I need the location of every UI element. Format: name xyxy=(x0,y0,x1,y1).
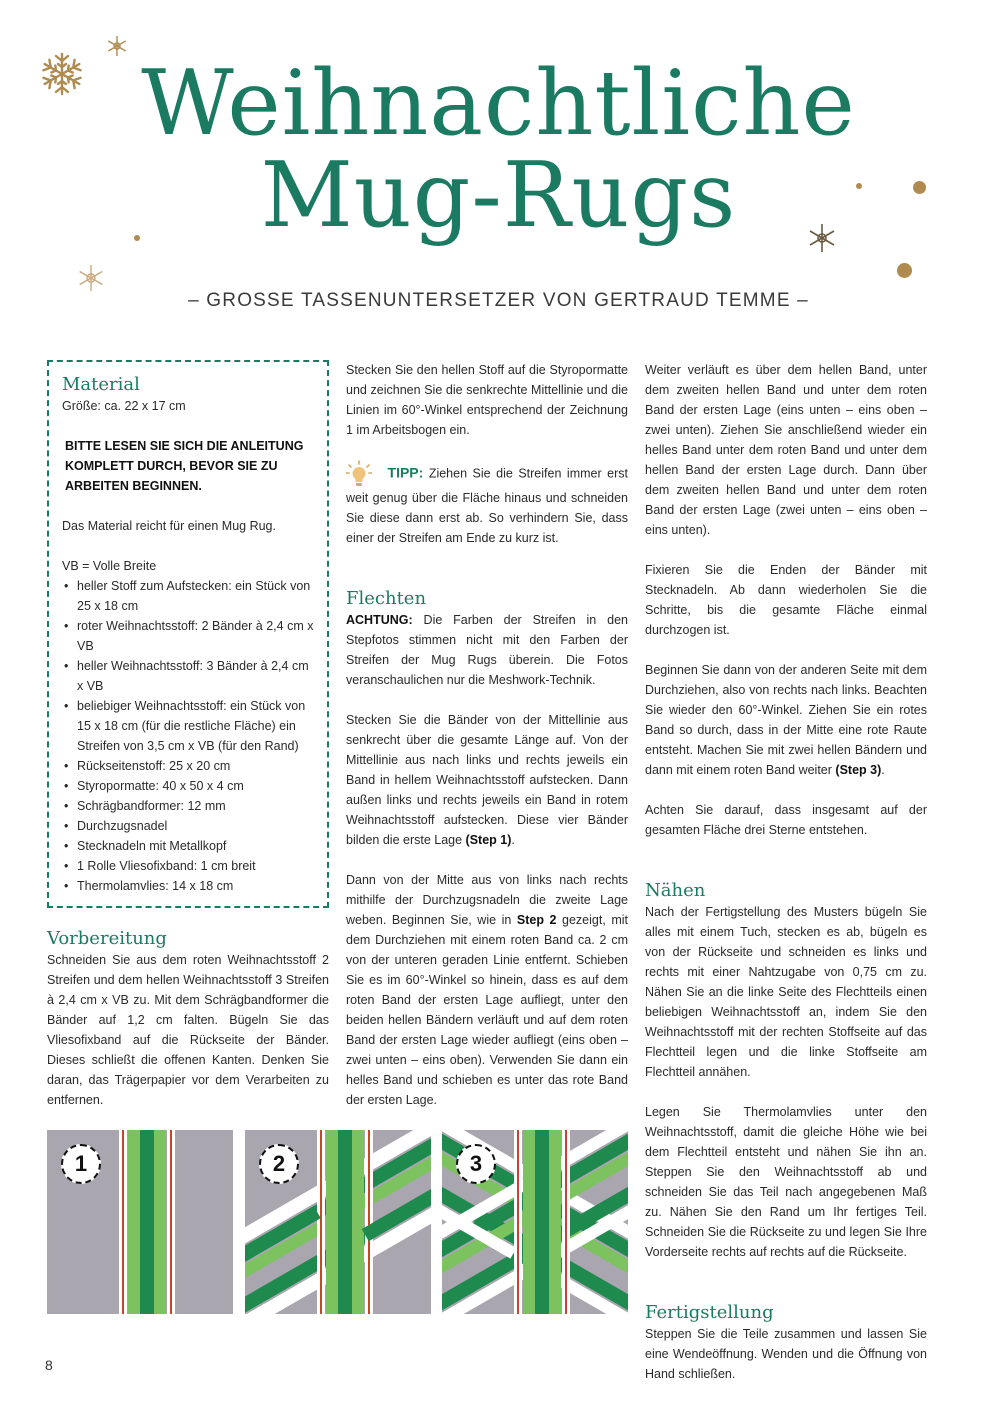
tip-label: TIPP: xyxy=(387,464,424,481)
material-warning: BITTE LESEN SIE SICH DIE ANLEITUNG KOMPLETT DURCH, BEVOR SIE ZU ARBEITEN BEGINNEN. xyxy=(65,439,304,493)
column-3 xyxy=(645,360,927,1384)
achtung-paragraph xyxy=(346,610,628,690)
flechten-text: gezeigt, mit dem Durchziehen mit einem roten Band ca. 2 cm von der unteren geraden Linie entfernt. Schieben Sie es im 60°-Winkel so hinein, dass es auf dem roten Band der ersten Lage aufliegt, unter den beiden hellen Bändern verläuft und auf dem roten Band der ersten Lage wieder aufliegt (eins oben – zwei unten – eins oben). Verwenden Sie dann ein helles Band und schieben es unter das rote Band der ersten Lage. xyxy=(346,913,628,1107)
tip-text: Ziehen Sie die Streifen immer erst weit genug über die Fläche hinaus und schneiden Sie diese dann erst ab. So verhindern Sie, dass einer der Streifen am Ende zu kurz ist. xyxy=(346,466,628,545)
column-2 xyxy=(346,360,628,1110)
snowflake-icon xyxy=(76,263,106,293)
list-item: • Stecknadeln mit Metallkopf xyxy=(62,836,315,856)
achtung-text: Die Farben der Streifen in den Stepfotos stimmen nicht mit den Farben der Streifen der Mug Rugs überein. Die Fotos veranschaulichen nur die Meshwork-Technik. xyxy=(346,613,628,687)
material-size: Größe: ca. 22 x 17 cm xyxy=(62,399,186,413)
vorbereitung-text: Schneiden Sie aus dem roten Weihnachtsstoff 2 Streifen und dem hellen Weihnachtsstoff 3 Streifen à 2,4 cm x VB zu. Mit dem Schrägbandformer die Bänder auf 1,2 cm falten. Bügeln Sie das Vliesofixband auf die Rückseite der Bänder. Dieses schließt die offenen Kanten. Denken Sie daran, das Trägerpapier vor dem Verarbeiten zu entfernen. xyxy=(47,953,329,1107)
material-vb: VB = Volle Breite xyxy=(62,559,157,573)
achtung-label: ACHTUNG: xyxy=(346,613,413,627)
flechten-paragraph-3 xyxy=(346,870,628,1110)
decorative-dot xyxy=(897,263,912,278)
fertigstellung-text: Steppen Sie die Teile zusammen und lassen Sie eine Wendeöffnung. Wenden und die Öffnung von Hand schließen. xyxy=(645,1327,927,1381)
flechten-paragraph-5: Fixieren Sie die Enden der Bänder mit Stecknadeln. Ab dann wiederholen Sie die Schritte, bis die gesamte Fläche einmal durchzogen ist. xyxy=(645,563,927,637)
list-item: • roter Weihnachtsstoff: 2 Bänder à 2,4 cm x VB xyxy=(62,616,315,656)
flechten-paragraph-4: Weiter verläuft es über dem hellen Band, unter dem zweiten hellen Band und unter dem roten Band der ersten Lage (eins unten – eins oben – zwei unten). Ziehen Sie anschließend wieder ein helles Band unter dem roten Band und unter dem hellen Band der ersten Lage durch. Dann über dem zweiten hellen Band und unter dem roten Band der ersten Lage (zwei unten – eins oben – eins unten). xyxy=(645,363,927,537)
material-note: Das Material reicht für einen Mug Rug. xyxy=(62,519,276,533)
step-3-photo xyxy=(442,1130,628,1314)
snowflake-icon xyxy=(106,35,128,57)
list-item: • Thermolamvlies: 14 x 18 cm xyxy=(62,876,315,896)
naehen-paragraph-2: Legen Sie Thermolamvlies unter den Weihnachtsstoff, damit die gleiche Höhe wie bei dem Flechtteil entsteht und nähen Sie ihn an. Steppen Sie den Weihnachtsstoff ab und schneiden Sie das Teil nach angegebenen Maß zu. Nähen Sie den Rand um Ihr fertiges Teil. Schneiden Sie die Rückseite zu und legen Sie Ihre Vorderseite rechts auf rechts auf die Rückseite. xyxy=(645,1105,927,1259)
lightbulb-icon xyxy=(346,460,372,488)
flechten-text: Dann von der Mitte aus von links nach rechts mithilfe der Durchzugsnadeln die zweite Lage weben. Beginnen Sie, wie in xyxy=(346,873,628,927)
step-reference: (Step 3) xyxy=(835,763,882,777)
material-box xyxy=(47,360,329,908)
step-reference: (Step 1) xyxy=(465,833,512,847)
list-item: • heller Stoff zum Aufstecken: ein Stück von 25 x 18 cm xyxy=(62,576,315,616)
naehen-paragraph-1: Nach der Fertigstellung des Musters bügeln Sie alles mit einem Tuch, stecken es ab, bügeln es von der Rückseite und schneiden es links und rechts mit einer Nahtzugabe von 0,75 cm zu. Nähen Sie an die linke Seite des Flechtteils einen beliebigen Weihnachtsstoff an, indem Sie den Weihnachtsstoff mit der rechten Stoffseite auf das Flechtteil legen und die linke Stoffseite am Flechtteil annähen. xyxy=(645,905,927,1079)
list-item: • Rückseitenstoff: 25 x 20 cm xyxy=(62,756,315,776)
list-item: • beliebiger Weihnachtsstoff: ein Stück von 15 x 18 cm (für die restliche Fläche) ein Streifen von 3,5 cm x VB (für den Rand) xyxy=(62,696,315,756)
list-item: • Schrägbandformer: 12 mm xyxy=(62,796,315,816)
fertigstellung-heading: Fertigstellung xyxy=(645,1302,774,1323)
title-line-2: Mug-Rugs xyxy=(260,143,737,248)
step-reference: Step 2 xyxy=(516,913,557,927)
intro-paragraph: Stecken Sie den hellen Stoff auf die Styropormatte und zeichnen Sie die senkrechte Mittellinie und die Linien im 60°-Winkel entsprechend der Zeichnung 1 im Arbeitsbogen ein. xyxy=(346,363,628,437)
page-number: 8 xyxy=(45,1357,53,1373)
step-2-photo xyxy=(245,1130,431,1314)
flechten-paragraph-7: Achten Sie darauf, dass insgesamt auf der gesamten Fläche drei Sterne entstehen. xyxy=(645,803,927,837)
vorbereitung-heading: Vorbereitung xyxy=(47,928,167,949)
flechten-text: Beginnen Sie dann von der anderen Seite mit dem Durchziehen, also von rechts nach links. Beachten Sie wieder den 60°-Winkel. Ziehen Sie ein rotes Band so durch, dass in der Mitte eine rote Raute entsteht. Machen Sie mit zwei hellen Bändern und dann mit einem roten Band weiter xyxy=(645,663,927,777)
list-item: • Durchzugsnadel xyxy=(62,816,315,836)
step-badge: 2 xyxy=(259,1144,299,1184)
page-subtitle: – GROSSE TASSENUNTERSETZER VON GERTRAUD TEMME – xyxy=(188,290,809,311)
material-list xyxy=(62,576,315,896)
list-item: • Styropormatte: 40 x 50 x 4 cm xyxy=(62,776,315,796)
step-badge: 3 xyxy=(456,1144,496,1184)
title-line-1: Weihnachtliche xyxy=(141,51,856,156)
list-item: • 1 Rolle Vliesofixband: 1 cm breit xyxy=(62,856,315,876)
column-1 xyxy=(47,360,329,1110)
page-title xyxy=(0,51,997,248)
flechten-heading: Flechten xyxy=(346,588,427,609)
flechten-paragraph-2: Stecken Sie die Bänder von der Mittellinie aus senkrecht über die gesamte Länge auf. Von der Mittellinie aus nach links und rechts jeweils ein Band in hellem Weihnachtsstoff aufstecken. Dann außen links und rechts jeweils ein Band in rotem Weihnachtsstoff aufstecken. Diese vier Bänder bilden die erste Lage (Step 1). xyxy=(346,713,628,847)
step-badge: 1 xyxy=(61,1144,101,1184)
material-heading: Material xyxy=(62,374,140,395)
naehen-heading: Nähen xyxy=(645,880,706,901)
list-item: • heller Weihnachtsstoff: 3 Bänder à 2,4 cm x VB xyxy=(62,656,315,696)
flechten-text: Stecken Sie die Bänder von der Mittellinie aus senkrecht über die gesamte Länge auf. Von der Mittellinie aus nach links und rechts jeweils ein Band in hellem Weihnachtsstoff aufstecken. Dann außen links und rechts jeweils ein Band in rotem Weihnachtsstoff aufstecken. Diese vier Bänder bilden die erste Lage xyxy=(346,713,628,847)
step-1-photo xyxy=(47,1130,233,1314)
flechten-paragraph-6: Beginnen Sie dann von der anderen Seite mit dem Durchziehen, also von rechts nach links. Beachten Sie wieder den 60°-Winkel. Ziehen Sie ein rotes Band so durch, dass in der Mitte eine rote Raute entsteht. Machen Sie mit zwei hellen Bändern und dann mit einem roten Band weiter (Step 3). xyxy=(645,663,927,777)
tip-paragraph xyxy=(346,460,628,548)
